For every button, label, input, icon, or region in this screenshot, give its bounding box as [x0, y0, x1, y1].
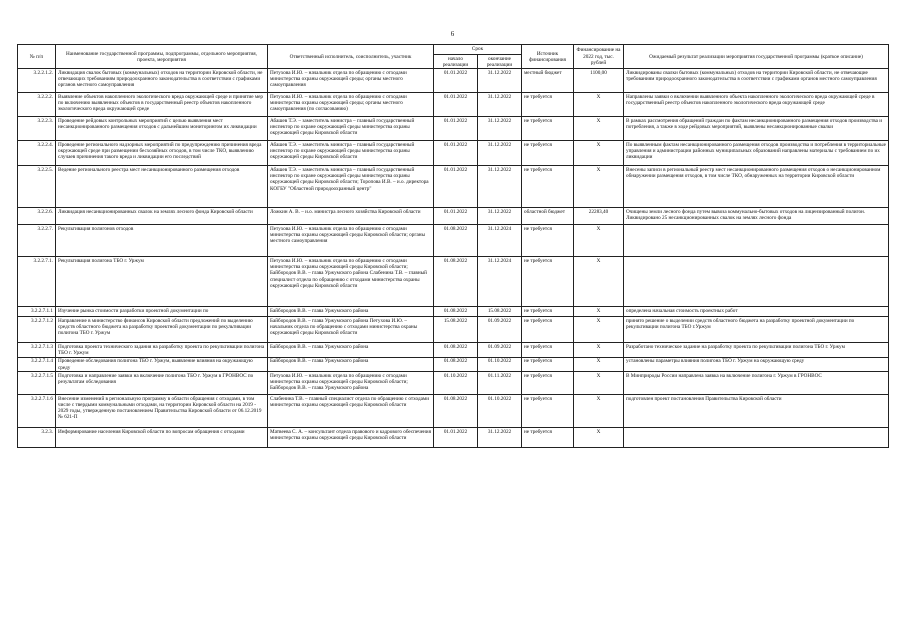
row-start-date: 01.08.2022: [434, 395, 478, 428]
row-start-date: 01.01.2022: [434, 93, 478, 117]
table-row: [18, 166, 889, 208]
table-row: [18, 225, 889, 257]
row-start-date: 01.01.2022: [434, 428, 478, 448]
row-end-date: 31.12.2022: [478, 117, 522, 141]
table-row: [18, 93, 889, 117]
row-funding: X: [574, 141, 624, 166]
row-result: [624, 257, 889, 307]
row-number: 3.2.2.7.1.2: [18, 317, 56, 343]
row-executor: Матвеева С. А. – консультант отдела правового и кадрового обеспечения министерства охраны окружающей среды Кировской области: [268, 428, 434, 448]
row-result: установлены параметры влияния полигона ТБО г. Уржум на окружающую среду: [624, 357, 889, 371]
row-executor: Байбородов В.В. – глава Уржумского района Петухова И.Ю. – начальник отдела по обращению с отходами министерства охраны окружающей среды Кировской области: [268, 317, 434, 343]
row-number: 3.2.2.3.: [18, 117, 56, 141]
row-number: 3.2.2.7.1.4: [18, 357, 56, 371]
row-end-date: 31.12.2022: [478, 428, 522, 448]
row-executor: Байбородов В.В. – глава Уржумского района: [268, 357, 434, 371]
table-row: [18, 395, 889, 428]
row-executor: Байбородов В.В. – глава Уржумского района: [268, 307, 434, 317]
row-executor: Петухова И.Ю. – начальник отдела по обращению с отходами министерства охраны окружающей среды Кировской области; Байбородов В.В. – глава Уржумского района Слабенина Т.В. – главный специалист отдела по обращению с отходами министерства охраны окружающей среды Кировской области: [268, 257, 434, 307]
row-number: 3.2.2.7.1.3: [18, 343, 56, 357]
row-result: [624, 225, 889, 257]
row-start-date: 01.08.2022: [434, 307, 478, 317]
row-funding: 22283,40: [574, 208, 624, 225]
row-end-date: 31.12.2022: [478, 141, 522, 166]
row-name: Ведение регионального реестра мест несанкционированного размещения отходов: [56, 166, 268, 208]
row-funding: X: [574, 257, 624, 307]
row-funding: X: [574, 93, 624, 117]
row-source: не требуется: [522, 93, 574, 117]
table-row: [18, 69, 889, 93]
row-source: не требуется: [522, 357, 574, 371]
row-executor: Петухова И.Ю. – начальник отдела по обращению с отходами министерства охраны окружающей среды; органы местного самоуправления: [268, 69, 434, 93]
row-executor: Абашев Т.Э. – заместитель министра – главный государственный инспектор по охране окружающей среды министерства охраны окружающей среды Кировской области: [268, 141, 434, 166]
program-table: [17, 44, 889, 448]
row-result: В Минприроды России направлена заявка на включение полигона г. Уржум в ГРОНВОС: [624, 372, 889, 395]
row-result: [624, 428, 889, 448]
header-term: Срок: [434, 45, 522, 55]
row-end-date: 01.09.2022: [478, 343, 522, 357]
row-start-date: 01.08.2022: [434, 357, 478, 371]
row-name: Ликвидация несанкционированных свалок на землях лесного фонда Кировской области: [56, 208, 268, 225]
header-num: № п/п: [18, 45, 56, 69]
row-end-date: 31.12.2022: [478, 69, 522, 93]
header-name: Наименование государственной программы, подпрограммы, отдельного мероприятия, проекта, мероприятия: [56, 45, 268, 69]
row-number: 3.2.2.1.2.: [18, 69, 56, 93]
table-row: [18, 372, 889, 395]
table-row: [18, 141, 889, 166]
table-row: [18, 117, 889, 141]
row-source: не требуется: [522, 395, 574, 428]
row-end-date: 15.08.2022: [478, 307, 522, 317]
row-end-date: 01.09.2022: [478, 317, 522, 343]
row-executor: Слабенина Т.В. – главный специалист отдела по обращению с отходами министерства охраны окружающей среды Кировской области: [268, 395, 434, 428]
row-end-date: 31.12.2022: [478, 93, 522, 117]
row-funding: X: [574, 395, 624, 428]
row-end-date: 01.10.2022: [478, 357, 522, 371]
row-end-date: 31.12.2022: [478, 166, 522, 208]
row-number: 3.2.3.: [18, 428, 56, 448]
row-executor: Абашев Т.Э. – заместитель министра – главный государственный инспектор по охране окружающей среды министерства охраны окружающей среды Кировской области: [268, 117, 434, 141]
row-name: Ликвидация свалок бытовых (коммунальных) отходов на территории Кировской области, не отвечающих требованиям природоохранного законодательства в соответствии с графиками органов местного самоуправления: [56, 69, 268, 93]
row-end-date: 31.12.2022: [478, 208, 522, 225]
row-funding: X: [574, 225, 624, 257]
row-name: Проведение регионального надзорных мероприятий по предупреждению причинения вреда окружающей среде при размещении бесхозяйных отходов, в том числе ТКО, выявлению случаев причинения такого вреда и ликвидации его последствий: [56, 141, 268, 166]
row-executor: Байбородов В.В. – глава Уржумского района: [268, 343, 434, 357]
table-row: [18, 208, 889, 225]
row-name: Рекультивация полигона ТБО г. Уржум: [56, 257, 268, 307]
row-result: Очищены земли лесного фонда путем вывоза коммунально-бытовых отходов на лицензированный полигон. Ликвидировано 25 несанкционированных свалок на землях лесного фонда: [624, 208, 889, 225]
row-name: Внесение изменений в региональную программу в области обращения с отходами, в том числе с твердыми коммунальными отходами, на территории Кировской области на 2019 - 2029 годы, утвержденную постановлением Правительства Кировской области от 06.12.2019 № 621-П: [56, 395, 268, 428]
header-executor: Ответственный исполнитель, соисполнитель, участник: [268, 45, 434, 69]
row-number: 3.2.2.7.1.: [18, 257, 56, 307]
row-start-date: 01.08.2022: [434, 343, 478, 357]
row-funding: X: [574, 117, 624, 141]
row-source: не требуется: [522, 225, 574, 257]
row-end-date: 01.11.2022: [478, 372, 522, 395]
row-source: не требуется: [522, 117, 574, 141]
header-source: Источник финансирования: [522, 45, 574, 69]
row-result: принято решение о выделении средств областного бюджета на разработку проектной документации по рекультивации полигона ТБО г.Уржум: [624, 317, 889, 343]
row-funding: X: [574, 428, 624, 448]
row-start-date: 01.08.2022: [434, 257, 478, 307]
row-source: не требуется: [522, 428, 574, 448]
row-name: Подготовка проекта технического задания на разработку проекта по рекультивации полигона ТБО г. Уржум: [56, 343, 268, 357]
row-number: 3.2.2.7.1.5: [18, 372, 56, 395]
table-row: [18, 343, 889, 357]
row-source: не требуется: [522, 307, 574, 317]
header-term-end: окончание реализации: [478, 55, 522, 69]
row-funding: X: [574, 317, 624, 343]
row-funding: X: [574, 307, 624, 317]
row-start-date: 01.01.2022: [434, 69, 478, 93]
table-row: [18, 428, 889, 448]
row-name: Изучение рынка стоимости разработки проектной документации по: [56, 307, 268, 317]
row-executor: Ложкин А. В. – и.о. министра лесного хозяйства Кировской области: [268, 208, 434, 225]
row-source: не требуется: [522, 166, 574, 208]
row-number: 3.2.2.7.1.6: [18, 395, 56, 428]
row-source: не требуется: [522, 372, 574, 395]
row-result: подготовлен проект постановления Правительства Кировской области: [624, 395, 889, 428]
row-number: 3.2.2.5.: [18, 166, 56, 208]
row-start-date: 01.01.2022: [434, 208, 478, 225]
row-source: местный бюджет: [522, 69, 574, 93]
table-body: [18, 69, 889, 448]
row-result: Разработано техническое задание на разработку проекта по рекультивации полигона ТБО г. Уржум: [624, 343, 889, 357]
row-executor: Петухова И.Ю. – начальник отдела по обращению с отходами министерства охраны окружающей среды Кировской области; Байбородов В.В. – глава Уржумского района: [268, 372, 434, 395]
row-executor: Абашев Т.Э. – заместитель министра – главный государственный инспектор по охране окружающей среды министерства охраны окружающей среды Кировской области; Торопова И.В. – и.о. директора КОГБУ "Областной природоохранный центр": [268, 166, 434, 208]
row-result: Ликвидированы свалки бытовых (коммунальных) отходов на территории Кировской области, не отвечающие требованиям природоохранного законодательства в соответствии с графиками органов местного самоуправления: [624, 69, 889, 93]
row-funding: 1100,00: [574, 69, 624, 93]
row-executor: Петухова И.Ю. – начальник отдела по обращению с отходами министерства охраны окружающей среды; органы местного самоуправления (по согласованию): [268, 93, 434, 117]
row-funding: X: [574, 166, 624, 208]
header-term-start: начало реализации: [434, 55, 478, 69]
header-funding: Финансирование на 2022 год, тыс. рублей: [574, 45, 624, 69]
page-number: 6: [450, 30, 455, 38]
row-number: 3.2.2.6.: [18, 208, 56, 225]
row-funding: X: [574, 372, 624, 395]
row-funding: X: [574, 357, 624, 371]
row-name: Выявление объектов накопленного экологического вреда окружающей среде и принятие мер по включению выявленных объектов в государственный реестр объектов накопленного экологического вреда окружающей среде: [56, 93, 268, 117]
row-result: По выявленным фактам несанкционированного размещения отходов производства и потребления в территориальные управления и администрации районных муниципальных образований направлены материалы с требованием по их ликвидации: [624, 141, 889, 166]
header-result: Ожидаемый результат реализации мероприятия государственной программы (краткое описание): [624, 45, 889, 69]
row-funding: X: [574, 343, 624, 357]
row-number: 3.2.2.4.: [18, 141, 56, 166]
row-result: Внесены записи в региональный реестр мест несанкционированного размещения отходов о несанкционированном обнаружении размещения отходов, в том числе ТКО, обнаруженных на территории Кировской области: [624, 166, 889, 208]
row-name: Подготовка и направление заявки на включение полигона ТБО г. Уржум в ГРОНВОС по результатам обследования: [56, 372, 268, 395]
table-row: [18, 257, 889, 307]
row-start-date: 15.08.2022: [434, 317, 478, 343]
row-name: Проведение обследования полигона ТБО г. Уржум, выявление влияния на окружающую среду: [56, 357, 268, 371]
row-end-date: 31.12.2024: [478, 225, 522, 257]
row-number: 3.2.2.2.: [18, 93, 56, 117]
row-result: В рамках рассмотрения обращений граждан по фактам несанкционированного размещения отходов производства и потребления, а также в ходе рейдовых мероприятий, выявлены несанкционированные свалки: [624, 117, 889, 141]
row-name: Направление в министерство финансов Кировской области предложений по выделению средств областного бюджета на разработку проектной документации по рекультивации полигона ТБО г. Уржум: [56, 317, 268, 343]
row-start-date: 01.10.2022: [434, 372, 478, 395]
row-number: 3.2.2.7.1.1: [18, 307, 56, 317]
row-name: Рекультивация полигонов отходов: [56, 225, 268, 257]
row-result: определена начальная стоимость проектных работ: [624, 307, 889, 317]
row-source: не требуется: [522, 317, 574, 343]
table-row: [18, 317, 889, 343]
row-name: Информирование населения Кировской области по вопросам обращения с отходами: [56, 428, 268, 448]
row-source: областной бюджет: [522, 208, 574, 225]
row-start-date: 01.08.2022: [434, 225, 478, 257]
row-start-date: 01.01.2022: [434, 166, 478, 208]
row-number: 3.2.2.7.: [18, 225, 56, 257]
row-end-date: 31.12.2024: [478, 257, 522, 307]
table-row: [18, 307, 889, 317]
row-name: Проведение рейдовых контрольных мероприятий с целью выявления мест несанкционированного размещения отходов с дальнейшим мониторингом их ликвидации: [56, 117, 268, 141]
row-source: не требуется: [522, 257, 574, 307]
row-executor: Петухова И.Ю. – начальник отдела по обращению с отходами министерства охраны окружающей среды Кировской области; органы местного самоуправления: [268, 225, 434, 257]
row-source: не требуется: [522, 141, 574, 166]
row-start-date: 01.01.2022: [434, 117, 478, 141]
row-end-date: 01.10.2022: [478, 395, 522, 428]
row-result: Направлены заявки о включении выявленного объекта накопленного экологического вреда окружающей среде в государственный реестр объектов накопленного экологического вреда окружающей среде: [624, 93, 889, 117]
table-row: [18, 357, 889, 371]
row-source: не требуется: [522, 343, 574, 357]
row-start-date: 01.01.2022: [434, 141, 478, 166]
